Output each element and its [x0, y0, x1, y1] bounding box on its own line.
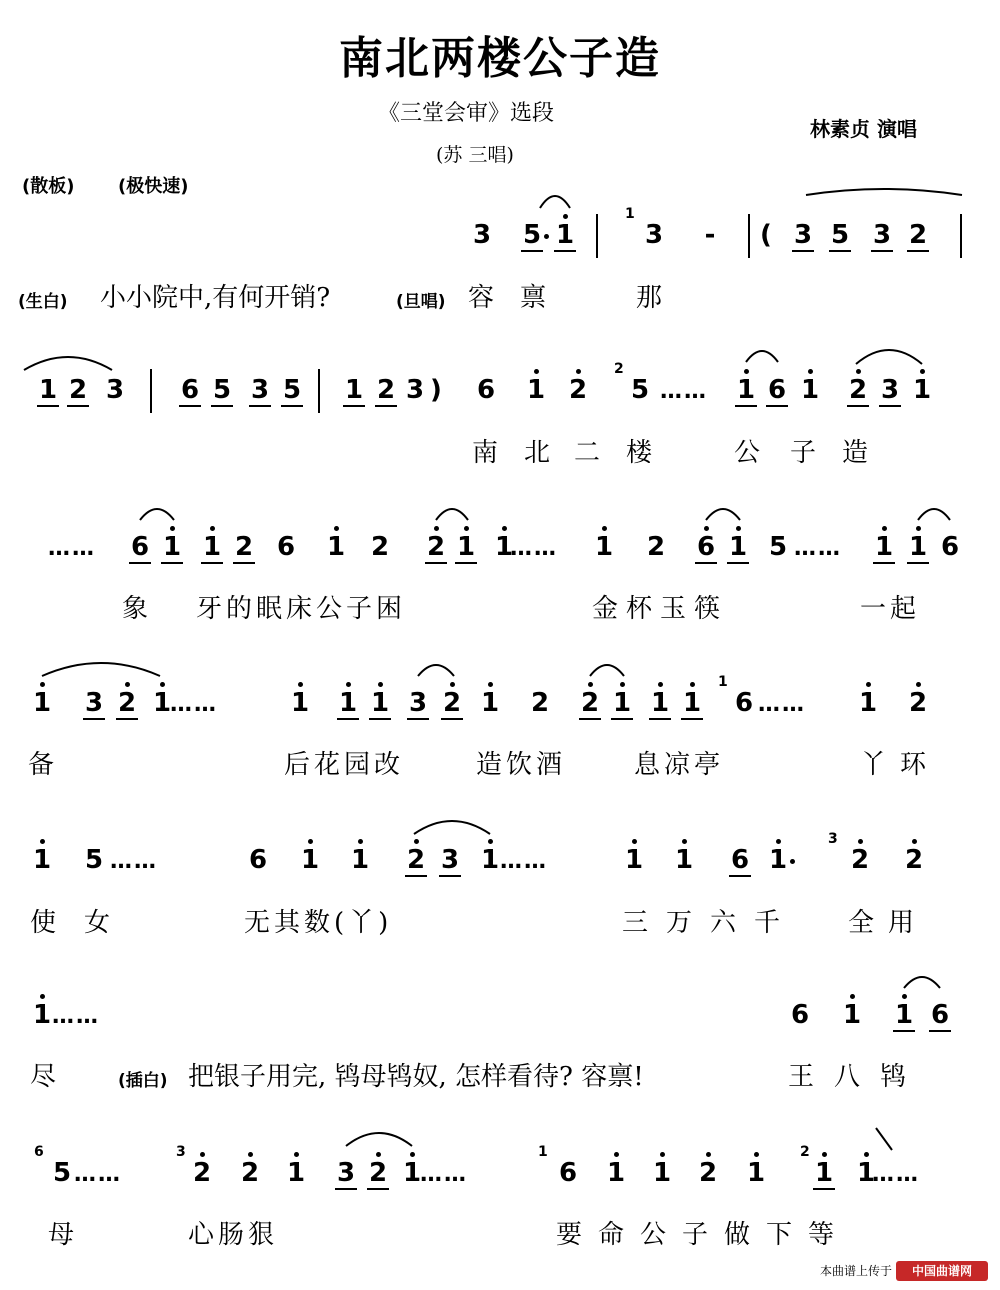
- note: 1: [338, 688, 358, 718]
- note: 1: [736, 375, 756, 405]
- note: 3: [440, 845, 460, 875]
- lyric: 全用: [848, 908, 929, 938]
- note: 5: [212, 375, 232, 405]
- continuation-dots: ……: [510, 536, 558, 561]
- continuation-dots: ……: [52, 1004, 100, 1029]
- note: 1: [152, 688, 172, 718]
- note: -: [704, 220, 716, 250]
- grace-note: 1: [538, 1144, 548, 1160]
- note: 1: [650, 688, 670, 718]
- note: 2: [848, 375, 868, 405]
- note: 3: [405, 375, 425, 405]
- slur: [856, 350, 922, 364]
- note: 6: [476, 375, 496, 405]
- note: 1: [38, 375, 58, 405]
- note: 1: [32, 1000, 52, 1030]
- note: 1: [350, 845, 370, 875]
- note: 1: [300, 845, 320, 875]
- speech-label: (生白): [18, 292, 68, 312]
- lyric: 尽: [30, 1062, 57, 1092]
- lyric: 公: [734, 438, 761, 468]
- note: 1: [800, 375, 820, 405]
- subtitle: 《三堂会审》选段: [378, 101, 555, 126]
- note: 3: [336, 1158, 356, 1188]
- continuation-dots: ……: [420, 1162, 468, 1187]
- grace-note: 2: [800, 1144, 810, 1160]
- lyric: 象: [122, 594, 149, 624]
- note: 2: [376, 375, 396, 405]
- note: 1: [456, 532, 476, 562]
- note: 5: [84, 845, 104, 875]
- speech-label: (插白): [118, 1071, 168, 1091]
- note: 3: [793, 220, 813, 250]
- note: 1: [32, 688, 52, 718]
- grace-note: 6: [34, 1144, 44, 1160]
- note: 2: [908, 220, 928, 250]
- note: 6: [696, 532, 716, 562]
- lyric: 牙的眠床公子困: [196, 594, 407, 624]
- lyric: 子: [790, 438, 817, 468]
- note: 1: [894, 1000, 914, 1030]
- lyric: 王八鸨: [788, 1062, 927, 1092]
- note: 6: [930, 1000, 950, 1030]
- note: 3: [250, 375, 270, 405]
- note: 2: [426, 532, 446, 562]
- note: 2: [368, 1158, 388, 1188]
- grace-note: 2: [614, 361, 624, 377]
- note: 1: [370, 688, 390, 718]
- note: 1: [912, 375, 932, 405]
- note: 1: [594, 532, 614, 562]
- lyric: 禀: [520, 283, 547, 313]
- phrase-slur: [24, 357, 112, 370]
- note: 1: [555, 220, 575, 250]
- note: 1: [814, 1158, 834, 1188]
- note: 6: [558, 1158, 578, 1188]
- slur: [590, 665, 624, 676]
- note: 1: [728, 532, 748, 562]
- continuation-dots: ……: [74, 1162, 122, 1187]
- note: 6: [734, 688, 754, 718]
- role-note: (苏 三唱): [436, 144, 514, 166]
- note: 2: [568, 375, 588, 405]
- note: 1: [494, 532, 514, 562]
- note: 6: [767, 375, 787, 405]
- lyric: 那: [636, 283, 663, 313]
- note: 2: [646, 532, 666, 562]
- note: 5: [830, 220, 850, 250]
- continuation-dots: ……: [794, 536, 842, 561]
- tempo-mark-1: (散板): [22, 176, 75, 197]
- lyric: 小小院中,有何开销?: [100, 283, 331, 313]
- lyric: 丫环: [860, 750, 941, 780]
- lyric: 三万六千: [622, 908, 799, 938]
- performer: 林素贞 演唱: [810, 117, 917, 141]
- lyric: 南: [472, 438, 499, 468]
- note: 1: [286, 1158, 306, 1188]
- note: 3: [644, 220, 664, 250]
- lyric: 备: [28, 750, 55, 780]
- grace-note: 1: [718, 674, 728, 690]
- slur: [140, 509, 174, 520]
- note: 1: [290, 688, 310, 718]
- note: 1: [674, 845, 694, 875]
- note: 1: [652, 1158, 672, 1188]
- note: 1: [908, 532, 928, 562]
- note: 5: [282, 375, 302, 405]
- note: 2: [698, 1158, 718, 1188]
- note: 1: [202, 532, 222, 562]
- note: 3: [872, 220, 892, 250]
- note: 3: [105, 375, 125, 405]
- note: 3: [84, 688, 104, 718]
- phrase-slur: [806, 189, 962, 195]
- lyric: 后花园改: [284, 750, 405, 780]
- note: 1: [32, 845, 52, 875]
- note: 1: [856, 1158, 876, 1188]
- bracket: ): [430, 375, 442, 405]
- slur: [418, 665, 454, 676]
- continuation-dots: ……: [170, 692, 218, 717]
- note: 5: [522, 220, 542, 250]
- note: 1: [624, 845, 644, 875]
- lyric: 息凉亭: [634, 750, 725, 780]
- note: 1: [858, 688, 878, 718]
- note: 2: [117, 688, 137, 718]
- note: 2: [908, 688, 928, 718]
- note: 6: [180, 375, 200, 405]
- tempo-mark-2: (极快速): [118, 176, 189, 197]
- continuation-dots: ……: [872, 1162, 920, 1187]
- site-logo: 中国曲谱网: [896, 1261, 988, 1281]
- note: 5: [630, 375, 650, 405]
- grace-note: 3: [176, 1144, 186, 1160]
- lyric: 母: [48, 1220, 75, 1250]
- lyric: 无其数(丫): [244, 908, 393, 938]
- bracket: (: [760, 220, 772, 250]
- grace-note: 3: [828, 831, 838, 847]
- continuation-dots: ……: [48, 536, 96, 561]
- note: 2: [530, 688, 550, 718]
- note: 3: [880, 375, 900, 405]
- note: 5: [52, 1158, 72, 1188]
- lyric: 把银子用完, 鸨母鸨奴, 怎样看待? 容禀!: [188, 1062, 644, 1092]
- note: 1: [612, 688, 632, 718]
- note: 1: [746, 1158, 766, 1188]
- note: 6: [130, 532, 150, 562]
- note: 1: [162, 532, 182, 562]
- continuation-dots: ……: [758, 692, 806, 717]
- note: 6: [730, 845, 750, 875]
- slur: [42, 663, 160, 676]
- lyric: 二: [574, 438, 601, 468]
- note: 6: [248, 845, 268, 875]
- continuation-dots: ……: [500, 849, 548, 874]
- lyric: 容: [468, 283, 495, 313]
- note: 2: [234, 532, 254, 562]
- footer-upload: 本曲谱上传于: [819, 1264, 892, 1278]
- note: 1: [842, 1000, 862, 1030]
- slur: [414, 821, 490, 834]
- note: 2: [904, 845, 924, 875]
- page-title: 南北两楼公子造: [339, 33, 661, 84]
- lyric: 金杯玉筷: [592, 594, 729, 624]
- note: 1: [344, 375, 364, 405]
- note: 2: [68, 375, 88, 405]
- glissando-mark: [876, 1128, 892, 1150]
- note: 1: [326, 532, 346, 562]
- slur: [540, 196, 570, 208]
- slur: [346, 1133, 412, 1146]
- slur: [918, 509, 950, 520]
- note: 2: [580, 688, 600, 718]
- note: 1: [682, 688, 702, 718]
- note: 2: [240, 1158, 260, 1188]
- note: 5: [768, 532, 788, 562]
- note: 2: [192, 1158, 212, 1188]
- note: 6: [790, 1000, 810, 1030]
- lyric: 北: [524, 438, 551, 468]
- lyric: 使女: [30, 908, 139, 938]
- note: 2: [442, 688, 462, 718]
- slur: [436, 509, 468, 520]
- lyric: 造饮酒: [476, 750, 567, 780]
- note: 1: [526, 375, 546, 405]
- note: 1: [480, 688, 500, 718]
- slur: [706, 509, 740, 520]
- speech-label: (旦唱): [396, 292, 446, 312]
- note: 1: [402, 1158, 422, 1188]
- note: 1: [768, 845, 788, 875]
- note: 3: [408, 688, 428, 718]
- continuation-dots: ……: [110, 849, 158, 874]
- lyric: 楼: [626, 438, 653, 468]
- grace-note: 1: [625, 206, 635, 222]
- note: 1: [480, 845, 500, 875]
- note: 6: [276, 532, 296, 562]
- slur: [904, 977, 940, 988]
- note: 3: [472, 220, 492, 250]
- lyric: 一起: [860, 594, 921, 624]
- note: 2: [406, 845, 426, 875]
- lyric: 造: [842, 438, 869, 468]
- note: 2: [850, 845, 870, 875]
- lyric: 心肠狠: [188, 1220, 279, 1250]
- note: 2: [370, 532, 390, 562]
- note: 1: [874, 532, 894, 562]
- continuation-dots: ……: [660, 379, 708, 404]
- lyric: 要命公子做下等: [556, 1220, 851, 1250]
- note: 1: [606, 1158, 626, 1188]
- note: 6: [940, 532, 960, 562]
- slur: [746, 351, 778, 362]
